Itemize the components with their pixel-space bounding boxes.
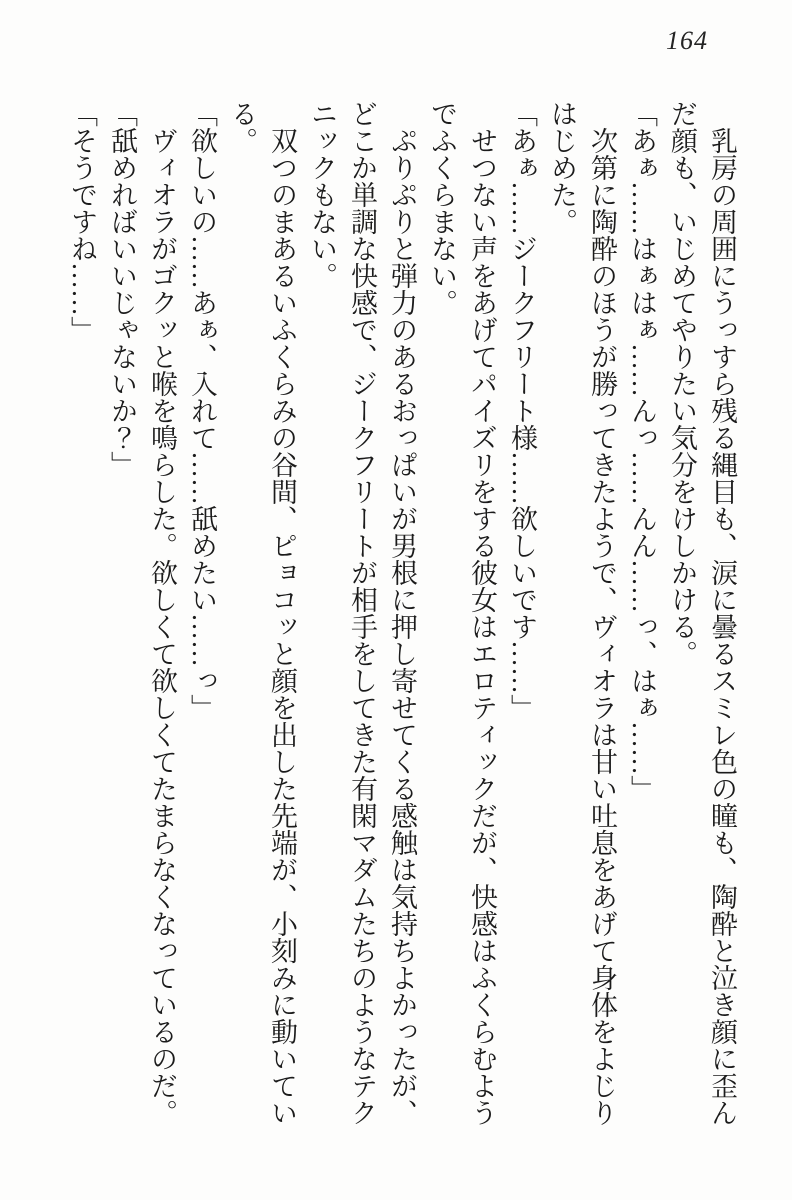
text-line: どこか単調な快感で、ジークフリートが相手をしてきた有閑マダムたちのようなテク xyxy=(347,100,377,1126)
text-line: 「舐めればいいじゃないか？」 xyxy=(107,100,137,478)
text-line: 双つのまあるいふくらみの谷間、ピョコッと顔を出した先端が、小刻みに動いてい xyxy=(267,127,297,1126)
text-line: る。 xyxy=(227,100,257,154)
text-line: はじめた。 xyxy=(547,100,577,235)
text-line: ニックもない。 xyxy=(307,100,337,289)
text-line: せつない声をあげてパイズリをする彼女はエロティックだが、快感はふくらむよう xyxy=(467,127,497,1126)
body-text xyxy=(62,100,742,1160)
text-line: 「欲しいの……あぁ、入れて……舐めたい……っ」 xyxy=(187,100,217,721)
text-line: 乳房の周囲にうっすら残る縄目も、涙に曇るスミレ色の瞳も、陶酔と泣き顔に歪ん xyxy=(707,127,737,1126)
text-line: 「そうですね……」 xyxy=(67,100,97,343)
text-line: 次第に陶酔のほうが勝ってきたようで、ヴィオラは甘い吐息をあげて身体をよじり xyxy=(587,127,617,1126)
text-line: 「あぁ……はぁはぁ……んっ……んん……っ、はぁ……」 xyxy=(627,100,657,802)
text-line: でふくらまない。 xyxy=(427,100,457,316)
text-line: ヴィオラがゴクッと喉を鳴らした。欲しくて欲しくてたまらなくなっているのだ。 xyxy=(147,127,177,1126)
text-line: 「あぁ……ジークフリート様……欲しいです……」 xyxy=(507,100,537,721)
page-number: 164 xyxy=(666,26,708,55)
text-line: ぷりぷりと弾力のあるおっぱいが男根に押し寄せてくる感触は気持ちよかったが、 xyxy=(387,127,417,1126)
text-line: だ顔も、いじめてやりたい気分をけしかける。 xyxy=(667,100,697,667)
